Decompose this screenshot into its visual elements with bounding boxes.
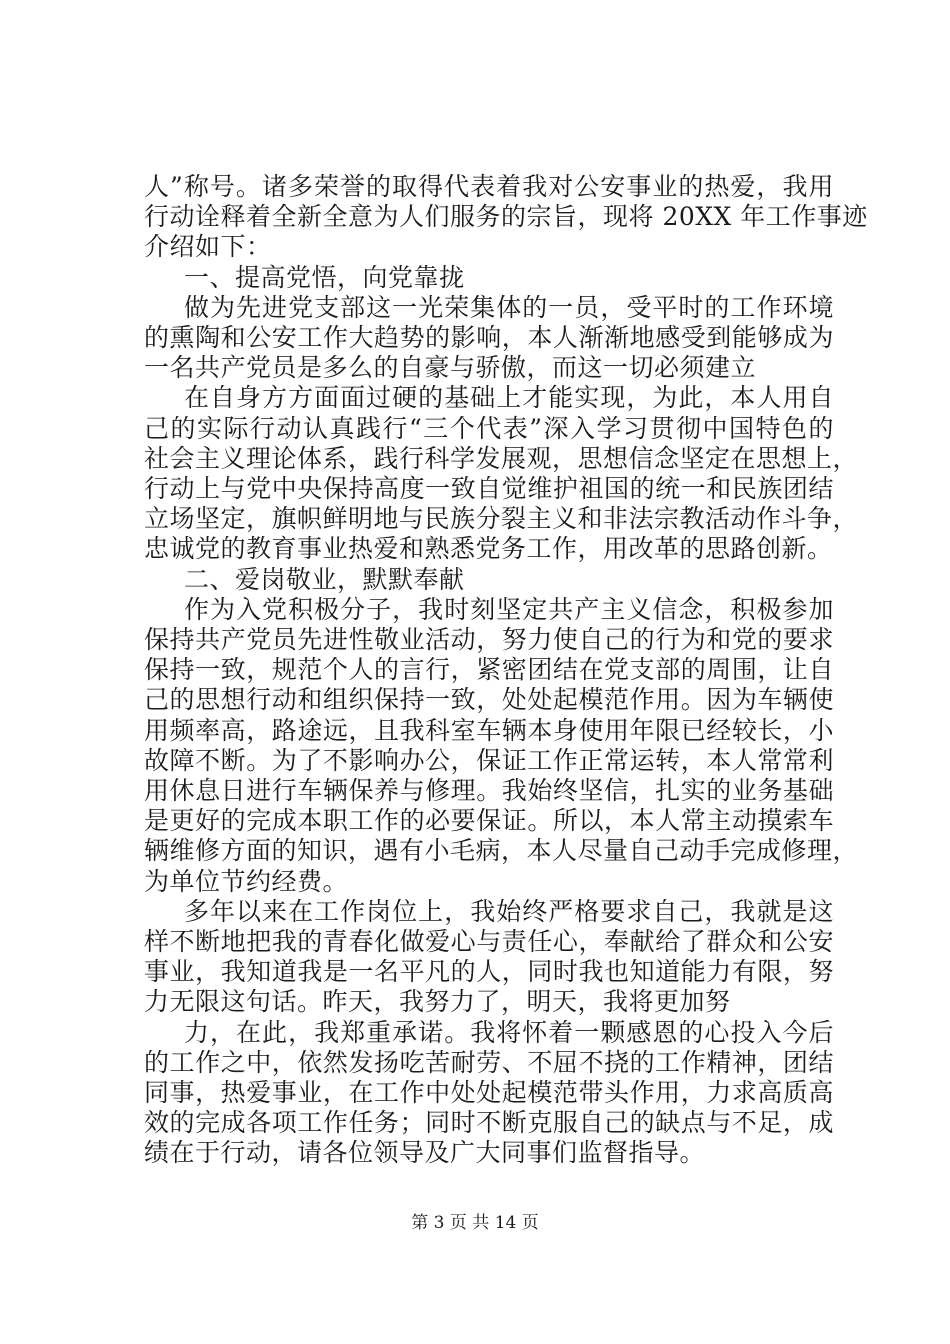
body-text-line: 一名共产党员是多么的自豪与骄傲，而这一切必须建立 xyxy=(144,353,757,383)
body-text-line: 保持一致，规范个人的言行，紧密团结在党支部的周围，让自 xyxy=(144,655,834,685)
body-text-line: 社会主义理论体系，践行科学发展观，思想信念坚定在思想上， xyxy=(144,443,859,473)
body-text-line: 的熏陶和公安工作大趋势的影响，本人渐渐地感受到能够成为 xyxy=(144,323,834,352)
body-text-line: 人”称号。诸多荣誉的取得代表着我对公安事业的热爱，我用 xyxy=(144,172,834,201)
body-text-line: 效的完成各项工作任务；同时不断克服自己的缺点与不足，成 xyxy=(144,1108,834,1138)
body-text-line: 为单位节约经费。 xyxy=(144,866,349,896)
body-text-line: 行动诠释着全新全意为人们服务的宗旨，现将 20XX 年工作事迹 xyxy=(144,202,868,232)
body-text-line: 用频率高，路途远，且我科室车辆本身使用年限已经较长，小 xyxy=(144,715,834,745)
body-text-line: 的工作之中，依然发扬吃苦耐劳、不屈不挠的工作精神，团结 xyxy=(144,1047,834,1077)
body-text-line: 作为入党积极分子，我时刻坚定共产主义信念，积极参加 xyxy=(184,594,834,624)
body-text-line: 立场坚定，旗帜鲜明地与民族分裂主义和非法宗教活动作斗争， xyxy=(144,504,859,534)
page-number: 第 3 页 共 14 页 xyxy=(411,1213,539,1233)
body-text-line: 介绍如下： xyxy=(144,232,272,262)
body-text-line: 辆维修方面的知识，遇有小毛病，本人尽量自己动手完成修理， xyxy=(144,836,859,866)
body-text-line: 多年以来在工作岗位上，我始终严格要求自己，我就是这 xyxy=(184,896,834,926)
body-text-line: 行动上与党中央保持高度一致自觉维护祖国的统一和民族团结 xyxy=(144,474,834,503)
body-text-line: 故障不断。为了不影响办公，保证工作正常运转，本人常常利 xyxy=(144,745,834,775)
body-text-line: 做为先进党支部这一光荣集体的一员，受平时的工作环境 xyxy=(184,292,834,322)
body-text-line: 是更好的完成本职工作的必要保证。所以，本人常主动摸索车 xyxy=(144,806,834,836)
body-text-line: 在自身方方面面过硬的基础上才能实现，为此，本人用自 xyxy=(184,383,834,413)
body-text-line: 力无限这句话。昨天，我努力了，明天，我将更加努 xyxy=(144,987,731,1017)
body-text-line: 己的实际行动认真践行“三个代表”深入学习贯彻中国特色的 xyxy=(144,413,834,443)
body-text-line: 绩在于行动，请各位领导及广大同事们监督指导。 xyxy=(144,1138,706,1168)
body-text-line: 事业，我知道我是一名平凡的人，同时我也知道能力有限，努 xyxy=(144,957,834,987)
body-text-line: 力，在此，我郑重承诺。我将怀着一颗感恩的心投入今后 xyxy=(184,1017,834,1047)
body-text-line: 己的思想行动和组织保持一致，处处起模范作用。因为车辆使 xyxy=(144,685,834,715)
body-text-line: 用休息日进行车辆保养与修理。我始终坚信，扎实的业务基础 xyxy=(144,776,834,805)
body-text-line: 同事，热爱事业，在工作中处处起模范带头作用，力求高质高 xyxy=(144,1078,834,1107)
section-heading: 一、提高党悟，向党靠拢 xyxy=(184,262,465,292)
body-text-line: 样不断地把我的青春化做爱心与责任心，奉献给了群众和公安 xyxy=(144,927,834,956)
section-heading: 二、爱岗敬业，默默奉献 xyxy=(184,564,465,594)
body-text-line: 保持共产党员先进性敬业活动，努力使自己的行为和党的要求 xyxy=(144,625,834,654)
body-text-line: 忠诚党的教育事业热爱和熟悉党务工作，用改革的思路创新。 xyxy=(144,534,833,564)
